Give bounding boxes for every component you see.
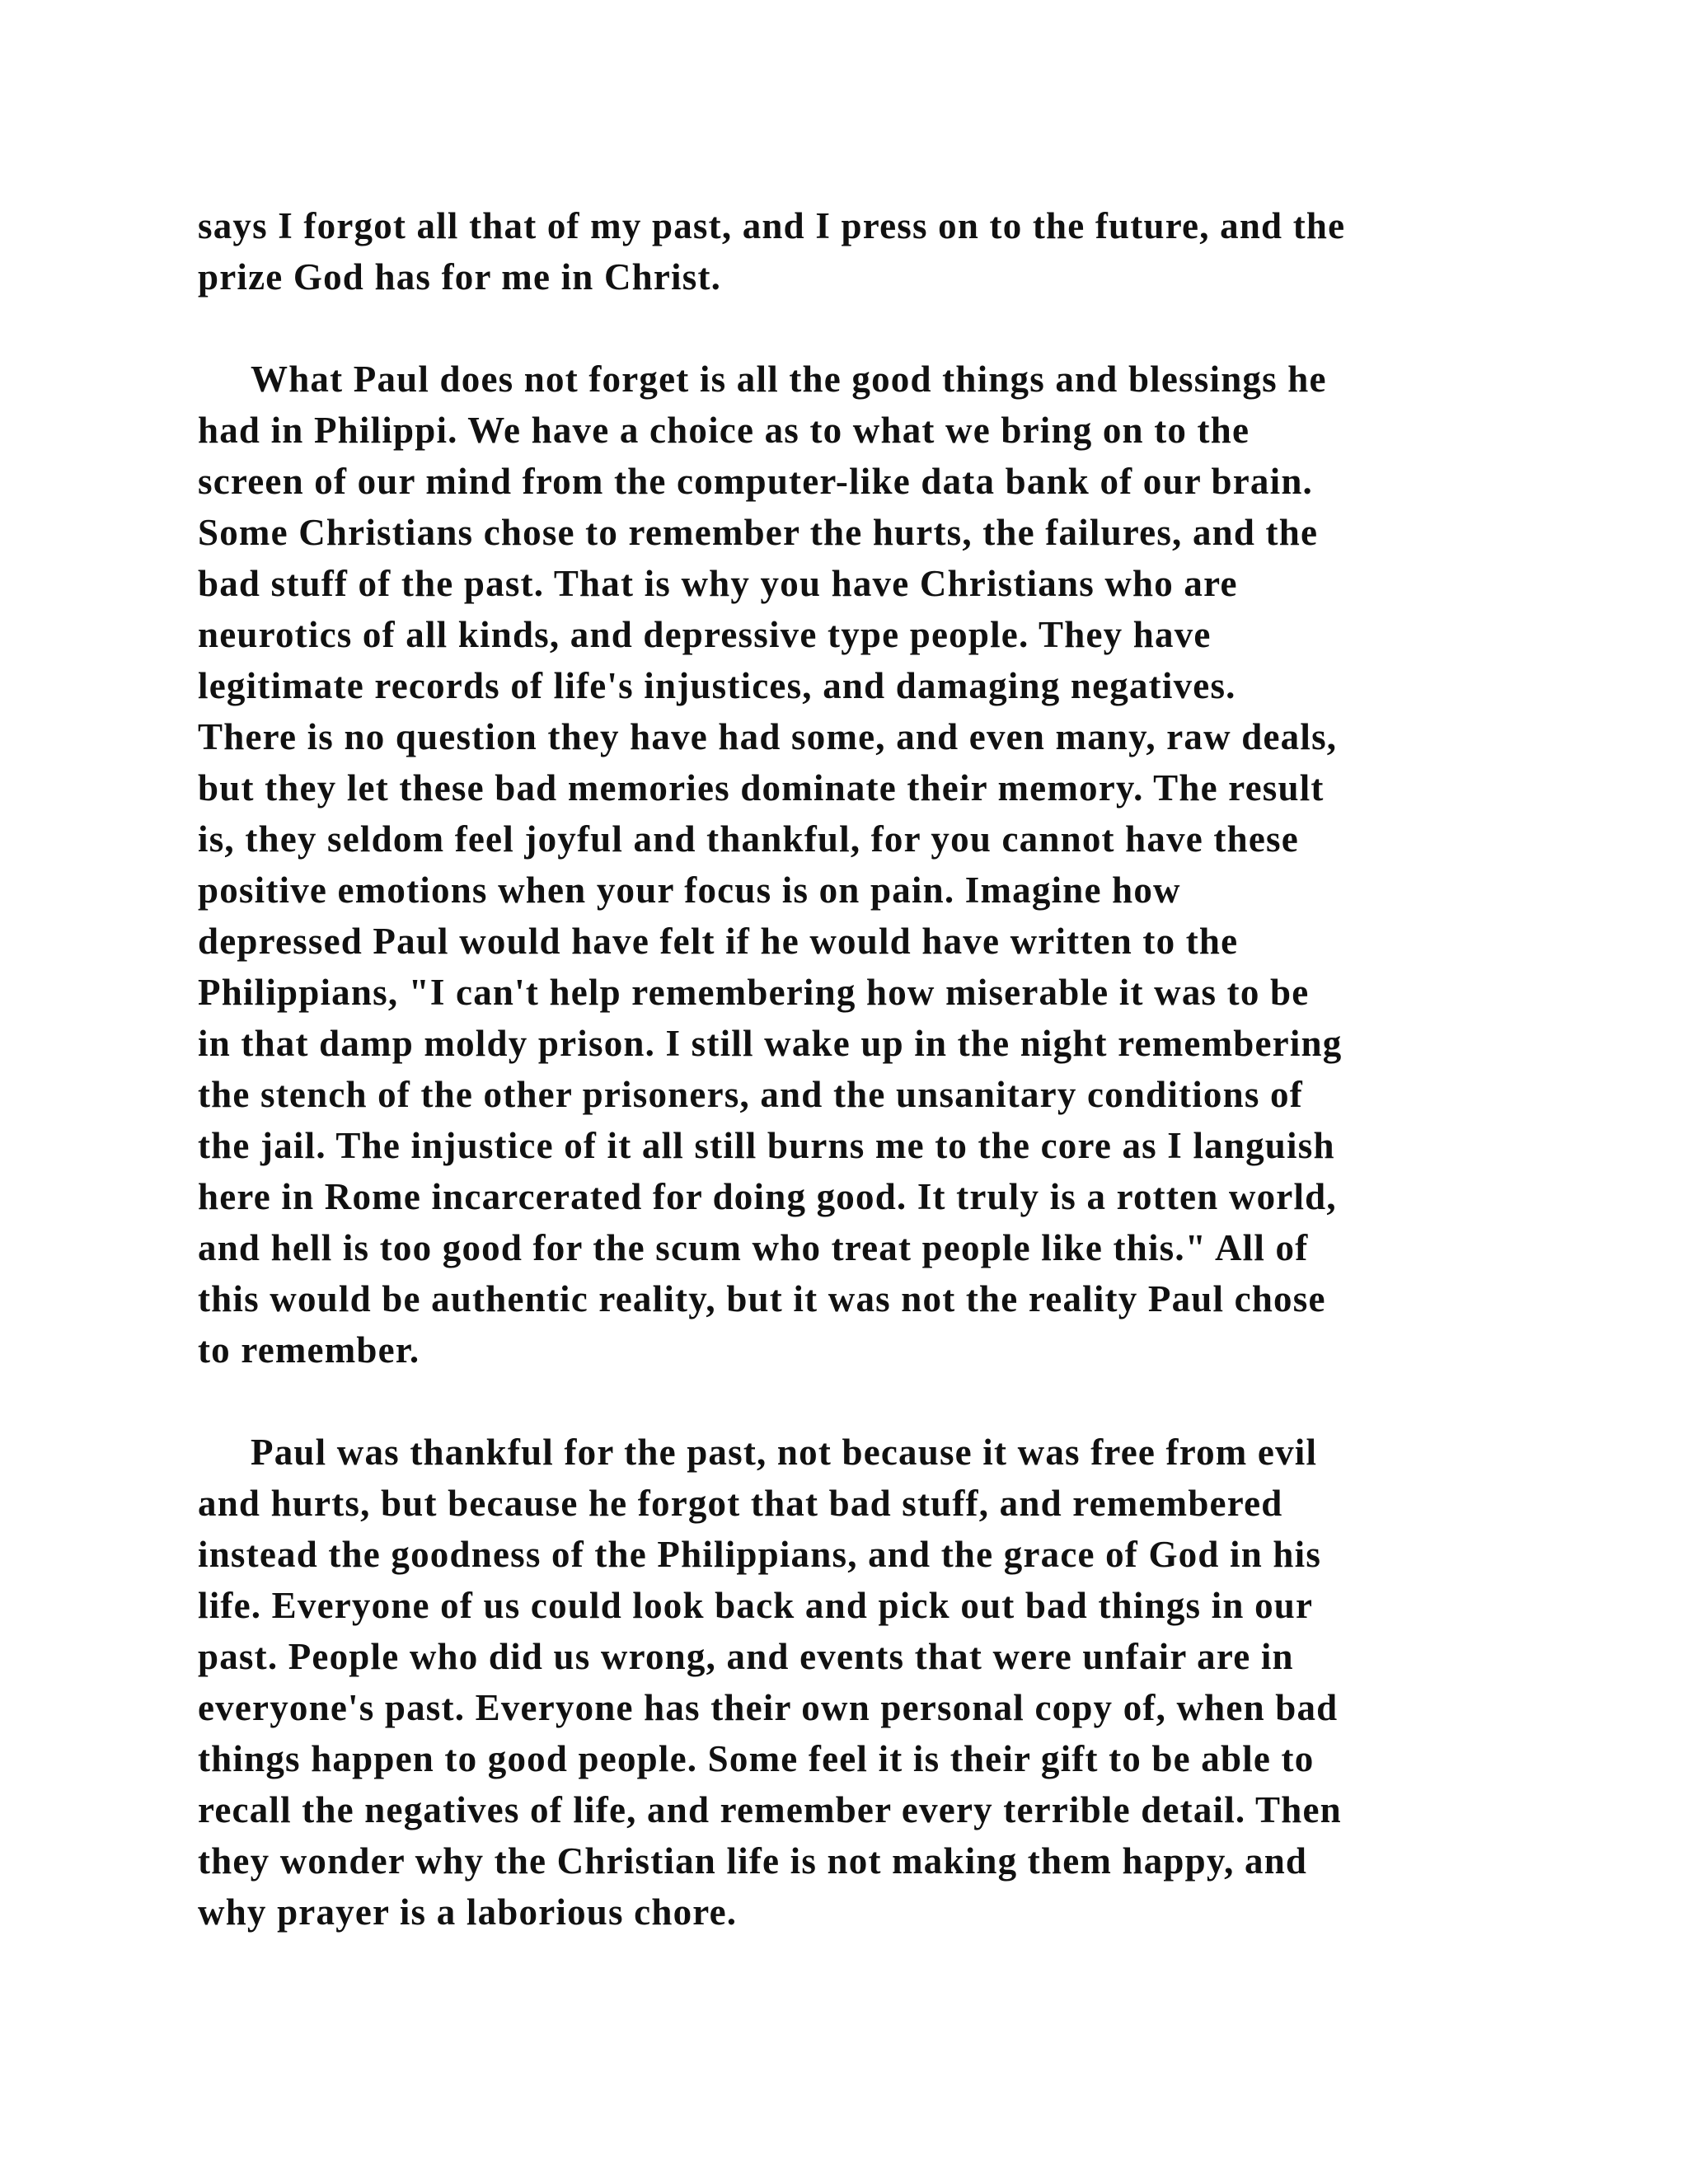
- paragraph-2-line-4: Some Christians chose to remember the hurts, the failures, and the: [198, 512, 1319, 553]
- paragraph-1-line-2: prize God has for me in Christ.: [198, 256, 722, 298]
- paragraph-3-line-3: instead the goodness of the Philippians, and the grace of God in his: [198, 1534, 1322, 1575]
- paragraph-3-line-7: things happen to good people. Some feel it is their gift to be able to: [198, 1738, 1315, 1779]
- paragraph-2-line-3: screen of our mind from the computer-like data bank of our brain.: [198, 461, 1314, 502]
- paragraph-2-line-18: and hell is too good for the scum who treat people like this." All of: [198, 1227, 1309, 1268]
- paragraph-2-line-13: Philippians, "I can't help remembering how miserable it was to be: [198, 972, 1310, 1013]
- paragraph-2-line-5: bad stuff of the past. That is why you have Christians who are: [198, 563, 1238, 604]
- paragraph-2-line-19: this would be authentic reality, but it was not the reality Paul chose: [198, 1278, 1326, 1319]
- paragraph-2-line-17: here in Rome incarcerated for doing good. It truly is a rotten world,: [198, 1176, 1337, 1217]
- paragraph-3-line-2: and hurts, but because he forgot that bad stuff, and remembered: [198, 1483, 1283, 1524]
- paragraph-2-line-6: neurotics of all kinds, and depressive type people. They have: [198, 614, 1212, 655]
- paragraph-3-line-8: recall the negatives of life, and remember every terrible detail. Then: [198, 1789, 1342, 1830]
- paragraph-2-line-20: to remember.: [198, 1329, 420, 1371]
- paragraph-3-line-9: they wonder why the Christian life is not making them happy, and: [198, 1840, 1308, 1882]
- paragraph-3-line-6: everyone's past. Everyone has their own personal copy of, when bad: [198, 1687, 1339, 1728]
- paragraph-3-line-10: why prayer is a laborious chore.: [198, 1891, 738, 1933]
- paragraph-2-line-2: had in Philippi. We have a choice as to what we bring on to the: [198, 410, 1250, 451]
- paragraph-2-line-1: What Paul does not forget is all the good things and blessings he: [251, 359, 1327, 400]
- paragraph-2-line-11: positive emotions when your focus is on pain. Imagine how: [198, 869, 1181, 911]
- paragraph-2-line-16: the jail. The injustice of it all still burns me to the core as I languish: [198, 1125, 1335, 1166]
- paragraph-3-line-4: life. Everyone of us could look back and pick out bad things in our: [198, 1585, 1314, 1626]
- paragraph-3-line-5: past. People who did us wrong, and events that were unfair are in: [198, 1636, 1294, 1677]
- paragraph-2-line-15: the stench of the other prisoners, and the unsanitary conditions of: [198, 1074, 1303, 1115]
- paragraph-2-line-7: legitimate records of life's injustices, and damaging negatives.: [198, 665, 1236, 706]
- paragraph-2-line-8: There is no question they have had some, and even many, raw deals,: [198, 716, 1338, 757]
- paragraph-2-line-14: in that damp moldy prison. I still wake up in the night remembering: [198, 1023, 1343, 1064]
- paragraph-2-line-10: is, they seldom feel joyful and thankful, for you cannot have these: [198, 818, 1299, 860]
- paragraph-2-line-9: but they let these bad memories dominate their memory. The result: [198, 767, 1325, 808]
- paragraph-3-line-1: Paul was thankful for the past, not because it was free from evil: [251, 1432, 1318, 1473]
- paragraph-2-line-12: depressed Paul would have felt if he would have written to the: [198, 921, 1239, 962]
- paragraph-1-line-1: says I forgot all that of my past, and I press on to the future, and the: [198, 205, 1346, 246]
